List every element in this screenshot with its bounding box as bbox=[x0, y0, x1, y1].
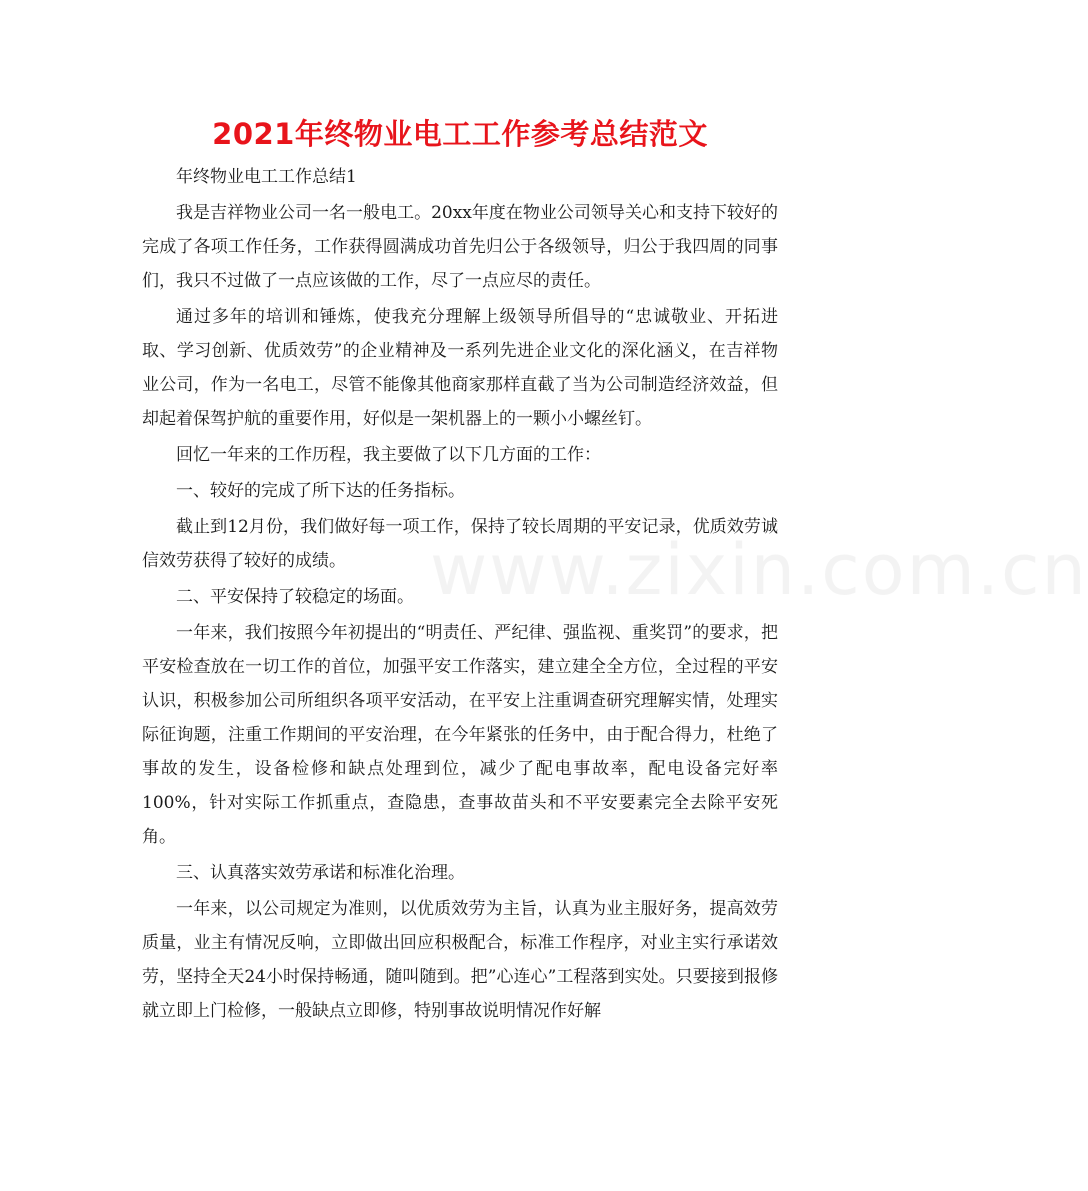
watermark: www.zixin.com.cn bbox=[430, 529, 1088, 611]
paragraph: 一年来，以公司规定为准则，以优质效劳为主旨，认真为业主服好务，提高效劳质量，业主有情况反响，立即做出回应积极配合，标准工作程序，对业主实行承诺效劳，坚持全天24小时保持畅通，随叫随到。把”心连心”工程落到实处。只要接到报修就立即上门检修，一般缺点立即修，特别事故说明情况作好解 bbox=[142, 899, 778, 1021]
paragraph: 一年来，我们按照今年初提出的“明责任、严纪律、强监视、重奖罚”的要求，把平安检查放在一切工作的首位，加强平安工作落实，建立建全全方位，全过程的平安认识，积极参加公司所组织各项平安活动，在平安上注重调查研究理解实情，处理实际征询题，注重工作期间的平安治理，在今年紧张的任务中，由于配合得力，杜绝了事故的发生，设备检修和缺点处理到位，减少了配电事故率，配电设备完好率100%，针对实际工作抓重点，查隐患，查事故苗头和不平安要素完全去除平安死角。 bbox=[142, 623, 778, 847]
paragraph: 回忆一年来的工作历程，我主要做了以下几方面的工作： bbox=[176, 445, 601, 465]
paragraph: 通过多年的培训和锤炼，使我充分理解上级领导所倡导的“忠诚敬业、开拓进取、学习创新、优质效劳”的企业精神及一系列先进企业文化的深化涵义，在吉祥物业公司，作为一名电工，尽管不能像其他商家那样直截了当为公司制造经济效益，但却起着保驾护航的重要作用，好似是一架机器上的一颗小小螺丝钉。 bbox=[142, 307, 778, 429]
document-body bbox=[142, 160, 778, 1030]
section-heading: 一、较好的完成了所下达的任务指标。 bbox=[176, 481, 465, 501]
paragraph: 截止到12月份，我们做好每一项工作，保持了较长周期的平安记录，优质效劳诚信效劳获得了较好的成绩。 bbox=[142, 517, 778, 571]
section-heading: 三、认真落实效劳承诺和标准化治理。 bbox=[176, 863, 465, 883]
document-subtitle: 年终物业电工工作总结1 bbox=[176, 167, 357, 187]
section-heading: 二、平安保持了较稳定的场面。 bbox=[176, 587, 414, 607]
paragraph: 我是吉祥物业公司一名一般电工。20xx年度在物业公司领导关心和支持下较好的完成了各项工作任务，工作获得圆满成功首先归公于各级领导，归公于我四周的同事们，我只不过做了一点应该做的工作，尽了一点应尽的责任。 bbox=[142, 203, 778, 291]
document-title: 2021年终物业电工工作参考总结范文 bbox=[212, 117, 708, 151]
